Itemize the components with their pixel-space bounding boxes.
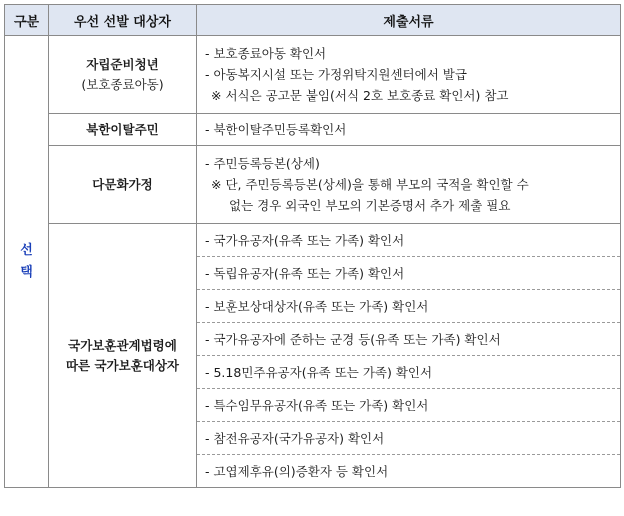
header-category: 구분	[5, 5, 49, 36]
doc-item: - 국가유공자(유족 또는 가족) 확인서	[197, 224, 621, 257]
doc-item: - 참전유공자(국가유공자) 확인서	[197, 422, 621, 455]
doc-item: - 보훈보상대상자(유족 또는 가족) 확인서	[197, 290, 621, 323]
target-multicultural-label: 다문화가정	[92, 176, 153, 192]
target-veterans-label: 국가보훈관계법령에	[68, 337, 177, 353]
target-veterans-label-2: 따른 국가보훈대상자	[65, 357, 180, 373]
table-row	[5, 36, 621, 114]
submission-documents-table	[4, 4, 621, 488]
doc-item: - 주민등록등본(상세)	[205, 156, 320, 171]
target-youth	[49, 36, 197, 114]
table-row	[5, 146, 621, 224]
doc-item: - 북한이탈주민등록확인서	[205, 122, 347, 137]
table-row	[5, 224, 621, 257]
header-target: 우선 선발 대상자	[49, 5, 197, 36]
category-label: 선 택	[20, 242, 33, 280]
docs-multicultural	[197, 146, 621, 224]
document-table-wrapper	[4, 4, 620, 510]
doc-item: - 국가유공자에 준하는 군경 등(유족 또는 가족) 확인서	[197, 323, 621, 356]
doc-item: - 고엽제후유(의)증환자 등 확인서	[197, 455, 621, 488]
doc-item: - 독립유공자(유족 또는 가족) 확인서	[197, 257, 621, 290]
doc-item: - 아동복지시설 또는 가정위탁지원센터에서 발급	[205, 67, 467, 82]
category-select	[5, 36, 49, 488]
target-multicultural	[49, 146, 197, 224]
doc-note: 없는 경우 외국인 부모의 기본증명서 추가 제출 필요	[229, 198, 511, 213]
docs-youth	[197, 36, 621, 114]
target-veterans	[49, 224, 197, 488]
doc-item: - 특수임무유공자(유족 또는 가족) 확인서	[197, 389, 621, 422]
table-header-row	[5, 5, 621, 36]
target-defector	[49, 114, 197, 146]
doc-item: - 보호종료아동 확인서	[205, 46, 327, 61]
doc-note: ※ 서식은 공고문 붙임(서식 2호 보호종료 확인서) 참고	[211, 88, 509, 103]
target-youth-sub: (보호종료아동)	[81, 76, 164, 92]
table-row	[5, 114, 621, 146]
docs-defector	[197, 114, 621, 146]
target-defector-label: 북한이탈주민	[86, 121, 159, 137]
header-docs: 제출서류	[197, 5, 621, 36]
doc-note: ※ 단, 주민등록등본(상세)을 통해 부모의 국적을 확인할 수	[211, 177, 529, 192]
target-youth-label: 자립준비청년	[86, 56, 159, 72]
doc-item: - 5.18민주유공자(유족 또는 가족) 확인서	[197, 356, 621, 389]
